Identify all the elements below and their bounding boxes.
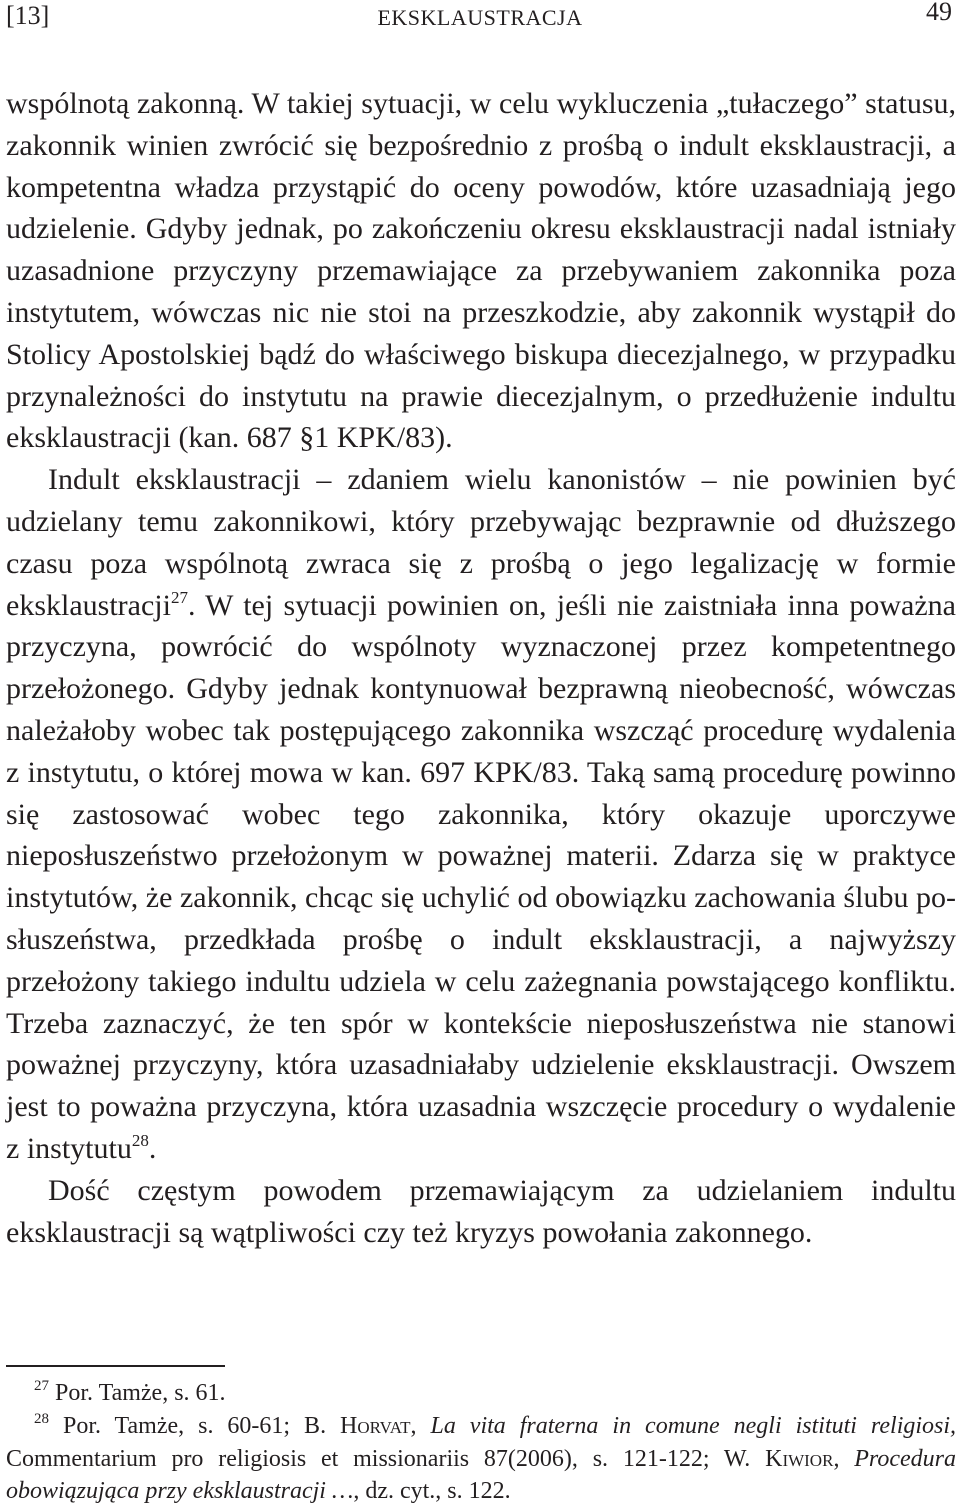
footnote-number: 28 (34, 1410, 49, 1427)
footnote-text: Por. Tamże, s. 60-61; B. (62, 1412, 341, 1439)
footnote (6, 1377, 956, 1410)
footnote-reference[interactable]: 27 (170, 587, 188, 607)
footnote-reference[interactable]: 28 (131, 1130, 149, 1150)
section-number: [13] (6, 1, 50, 30)
footnote-separator (6, 1365, 225, 1367)
work-title: Procedura obowiązująca przy eksklaustracji … (6, 1445, 956, 1505)
author-name: Kiwior (765, 1445, 834, 1472)
paragraph-text: Indult eksklaustracji – zdaniem wielu kanonistów – nie powinien być udzielany temu zakonnikowi, który przebywając bezprawnie od dłuższego czasu poza wspólnotą zwraca się z prośbą o jego legalizację w formie eksklaustracji (6, 463, 956, 622)
paragraph-text: Dość częstym powodem przemawiającym za udzielaniem indultu eksklaustracji są wątpliwości czy też kryzys powołania zakonnego. (6, 1173, 956, 1249)
footnote-text: , (833, 1445, 855, 1472)
footnotes (6, 1377, 956, 1508)
paragraph-text: wspólnotą zakonną. W takiej sytuacji, w celu wykluczenia „tułaczego” statusu, zakonnik winien zwrócić się bezpośrednio z prośbą o indult eksklaustracji, a kompetentna władza przystąpić do oceny powodów, które uzasadniają jego udzielenie. Gdyby jednak, po zakończeniu okresu eksklaustracji nadal istniały uzasadnione przyczyny przemawiające za przebywaniem zakonnika poza instytutem, wówczas nic nie stoi na przeszkodzie, aby zakonnik wystąpił do Stolicy Apostolskiej bądź do właściwego biskupa diecezjalnego, w przypadku przynależności do instytutu na prawie diecezjalnym, o przedłużenie indultu eksklaustracji (kan. 687 §1 KPK/83). (6, 87, 956, 455)
footnote-number: 27 (34, 1378, 49, 1394)
footnote-text: Commentarium pro religiosis et missionariis 87(2006), s. 121-122; W. (6, 1445, 766, 1472)
page-number: 49 (926, 0, 952, 26)
footnote-text: , dz. cyt., s. 122. (353, 1478, 511, 1505)
paragraph (6, 459, 956, 1170)
running-title: EKSKLAUSTRACJA (377, 5, 583, 30)
author-name: Horvat (340, 1412, 411, 1439)
footnote-text: , (410, 1412, 431, 1439)
paragraph-text: . W tej sytuacji powinien on, jeśli nie zaistniała inna poważna przyczyna, powrócić do wspólnoty wyznaczonej przez kompetentnego przełożonego. Gdyby jednak kontynuował bezprawną nieobecność, wówczas należałoby wobec tak postępującego zakonnika wszcząć procedurę wydalenia z instytutu, o której mowa w kan. 697 KPK/83. Taką samą procedurę powinno się zastosować wobec tego zakonnika, który okazuje uporczywe nieposłuszeństwo przełożonym w poważnej materii. Zdarza się w praktyce instytutów, że zakonnik, chcąc się uchylić od obowiązku zachowania ślubu posłuszeństwa, przedkłada prośbę o indult eksklaustracji, a najwyższy przełożony takiego indultu udziela w celu zażegnania powstającego konfliktu. Trzeba zaznaczyć, że ten spór w kontekście nieposłuszeństwa nie stanowi poważnej przyczyny, która uzasadniałaby udzielenie eksklaustracji. Owszem jest to poważna przyczyna, która uzasadnia wszczęcie procedury o wydalenie z instytutu (6, 588, 956, 1165)
running-header (0, 0, 960, 40)
main-text (6, 83, 956, 1253)
paragraph-text: . (148, 1131, 157, 1165)
work-title: La vita fraterna in comune negli istituti religiosi, (430, 1412, 957, 1439)
footnote-text: Por. Tamże, s. 61. (55, 1380, 226, 1406)
footnote (6, 1410, 956, 1508)
paragraph (6, 83, 956, 459)
paragraph (6, 1170, 956, 1254)
